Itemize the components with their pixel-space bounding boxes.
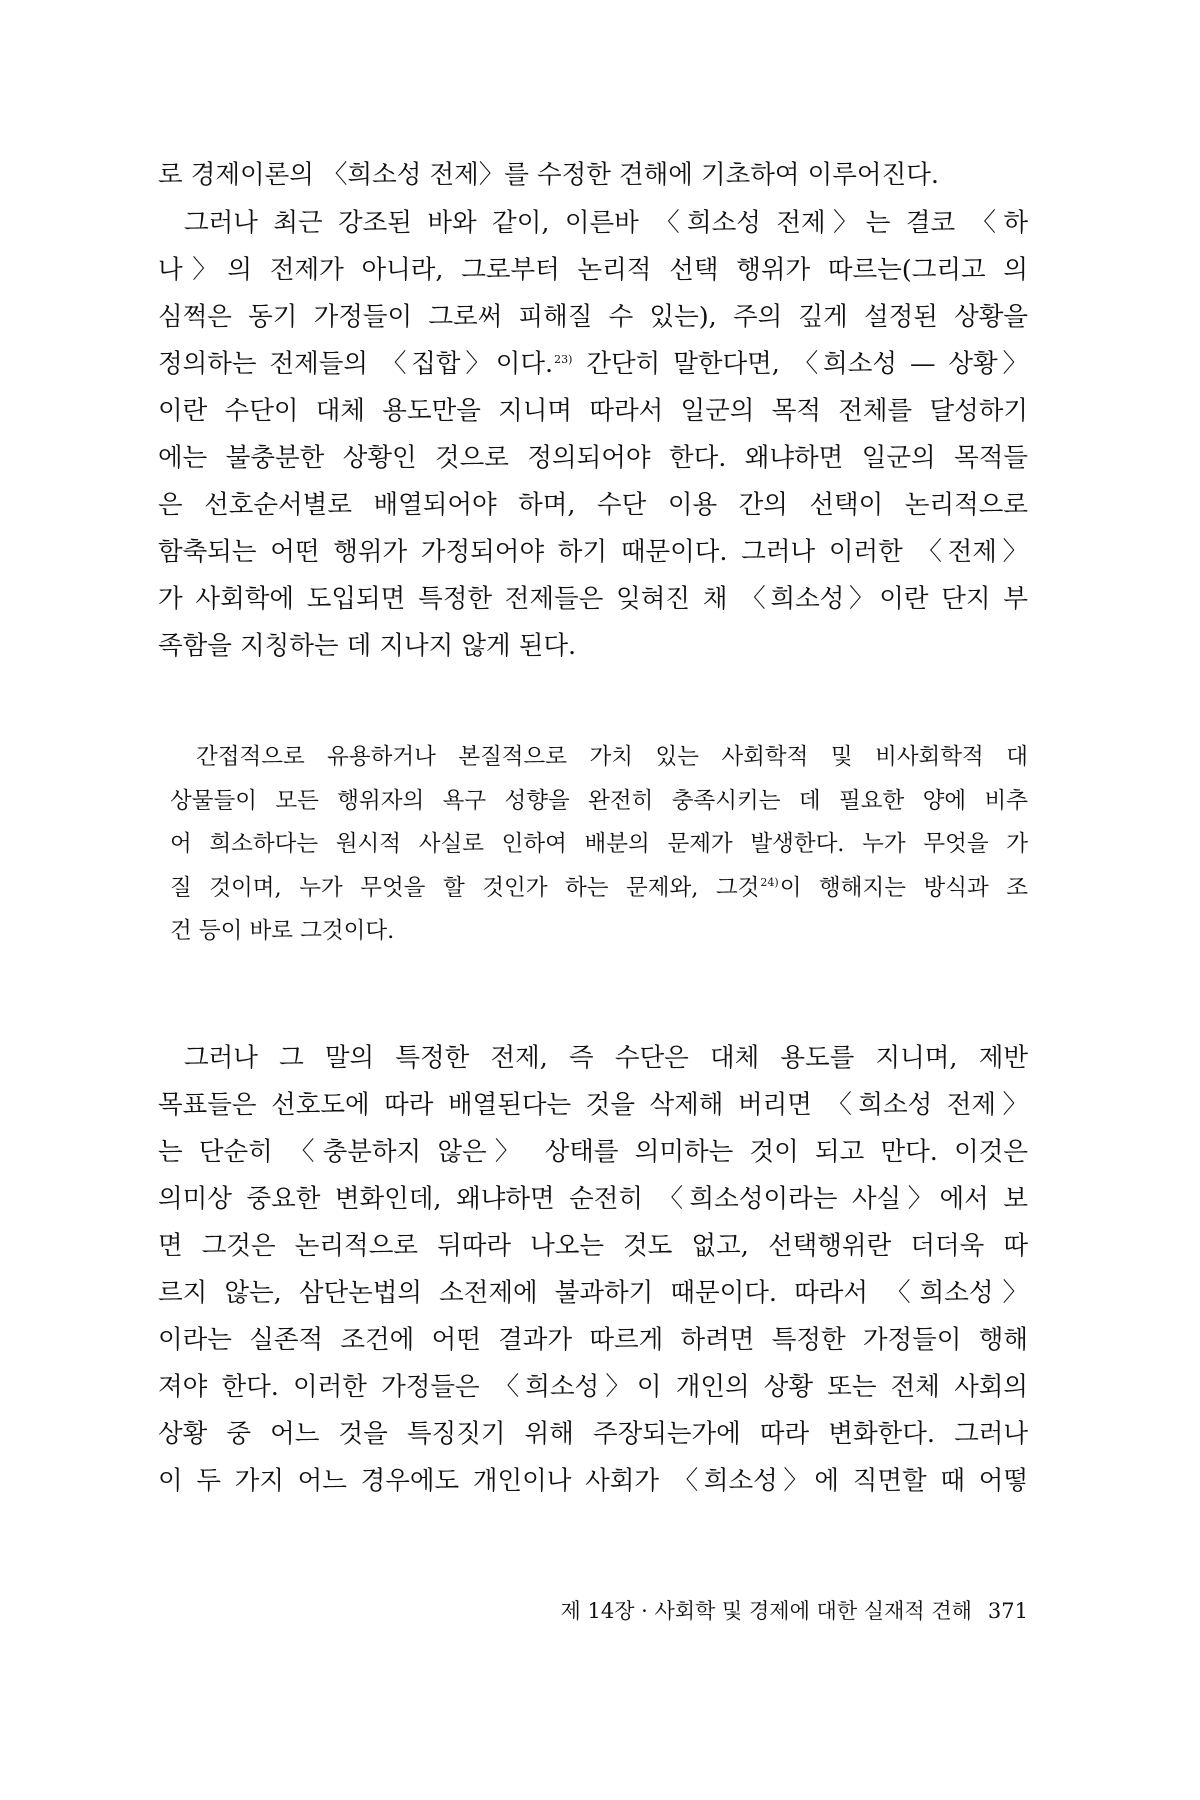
quote-line: 간접적으로 유용하거나 본질적으로 가치 있는 사회학적 및 비사회학적 대 xyxy=(196,744,1028,770)
paragraph-premise-removed xyxy=(158,1035,1028,1505)
chapter-title: 제 14장 · 사회학 및 경제에 대한 실재적 견해 xyxy=(560,1599,972,1623)
text-line-with-footnote xyxy=(158,341,1028,388)
text-line: 그러나 그 말의 특정한 전제, 즉 수단은 대체 용도를 지니며, 제반 xyxy=(184,1043,1028,1073)
text-line: 르지 않는, 삼단논법의 소전제에 불과하기 때문이다. 따라서 〈희소성〉 xyxy=(158,1278,1028,1308)
text-line: 함축되는 어떤 행위가 가정되어야 하기 때문이다. 그러나 이러한 〈전제〉 xyxy=(158,537,1028,567)
text-line: 나〉의 전제가 아니라, 그로부터 논리적 선택 행위가 따르는(그리고 의 xyxy=(158,255,1028,285)
text-line: 이 두 가지 어느 경우에도 개인이나 사회가 〈희소성〉에 직면할 때 어떻 xyxy=(158,1466,1028,1496)
text-line: 로 경제이론의 〈희소성 전제〉를 수정한 견해에 기초하여 이루어진다. xyxy=(158,160,939,190)
text-segment: 정의하는 전제들의 〈집합〉이다. xyxy=(158,349,554,379)
text-line: 이란 수단이 대체 용도만을 지니며 따라서 일군의 목적 전체를 달성하기 xyxy=(158,396,1028,426)
running-footer xyxy=(474,1596,1028,1626)
paragraph-continued xyxy=(158,152,1028,199)
text-line: 는 단순히 〈충분하지 않은〉 상태를 의미하는 것이 되고 만다. 이것은 xyxy=(158,1137,1028,1167)
text-line: 목표들은 선호도에 따라 배열된다는 것을 삭제해 버리면 〈희소성 전제〉 xyxy=(158,1090,1028,1120)
quote-line: 건 등이 바로 그것이다. xyxy=(170,918,395,944)
text-line: 져야 한다. 이러한 가정들은 〈희소성〉이 개인의 상황 또는 전체 사회의 xyxy=(158,1372,1028,1402)
text-line: 상황 중 어느 것을 특징짓기 위해 주장되는가에 따라 변화한다. 그러나 xyxy=(158,1419,1028,1449)
text-line: 그러나 최근 강조된 바와 같이, 이른바 〈희소성 전제〉는 결코 〈하 xyxy=(184,208,1028,238)
paragraph-scarcity-premise xyxy=(158,200,1028,670)
text-segment: 질 것이며, 누가 무엇을 할 것인가 하는 문제와, 그것 xyxy=(170,874,760,901)
quote-line-with-footnote xyxy=(170,867,1028,911)
block-quotation xyxy=(170,736,1028,954)
text-line: 에는 불충분한 상황인 것으로 정의되어야 한다. 왜냐하면 일군의 목적들 xyxy=(158,443,1028,473)
text-line: 면 그것은 논리적으로 뒤따라 나오는 것도 없고, 선택행위란 더더욱 따 xyxy=(158,1231,1028,1261)
text-line: 의미상 중요한 변화인데, 왜냐하면 순전히 〈희소성이라는 사실〉에서 보 xyxy=(158,1184,1028,1214)
text-line: 은 선호순서별로 배열되어야 하며, 수단 이용 간의 선택이 논리적으로 xyxy=(158,490,1028,520)
footnote-ref-24: 24) xyxy=(760,876,779,889)
footnote-ref-23: 23) xyxy=(554,352,573,366)
text-line: 심쩍은 동기 가정들이 그로써 피해질 수 있는), 주의 깊게 설정된 상황을 xyxy=(158,302,1028,332)
page-number: 371 xyxy=(987,1599,1028,1623)
text-line: 가 사회학에 도입되면 특정한 전제들은 잊혀진 채 〈희소성〉이란 단지 부 xyxy=(158,584,1028,614)
text-line: 족함을 지칭하는 데 지나지 않게 된다. xyxy=(158,631,577,661)
quote-line: 어 희소하다는 원시적 사실로 인하여 배분의 문제가 발생한다. 누가 무엇을 가 xyxy=(170,831,1028,857)
quote-line: 상물들이 모든 행위자의 욕구 성향을 완전히 충족시키는 데 필요한 양에 비추 xyxy=(170,787,1028,814)
text-segment: 간단히 말한다면, 〈희소성 — 상황〉 xyxy=(573,349,1028,379)
text-line: 이라는 실존적 조건에 어떤 결과가 따르게 하려면 특정한 가정들이 행해 xyxy=(158,1325,1028,1355)
text-segment: 이 행해지는 방식과 조 xyxy=(779,874,1028,901)
